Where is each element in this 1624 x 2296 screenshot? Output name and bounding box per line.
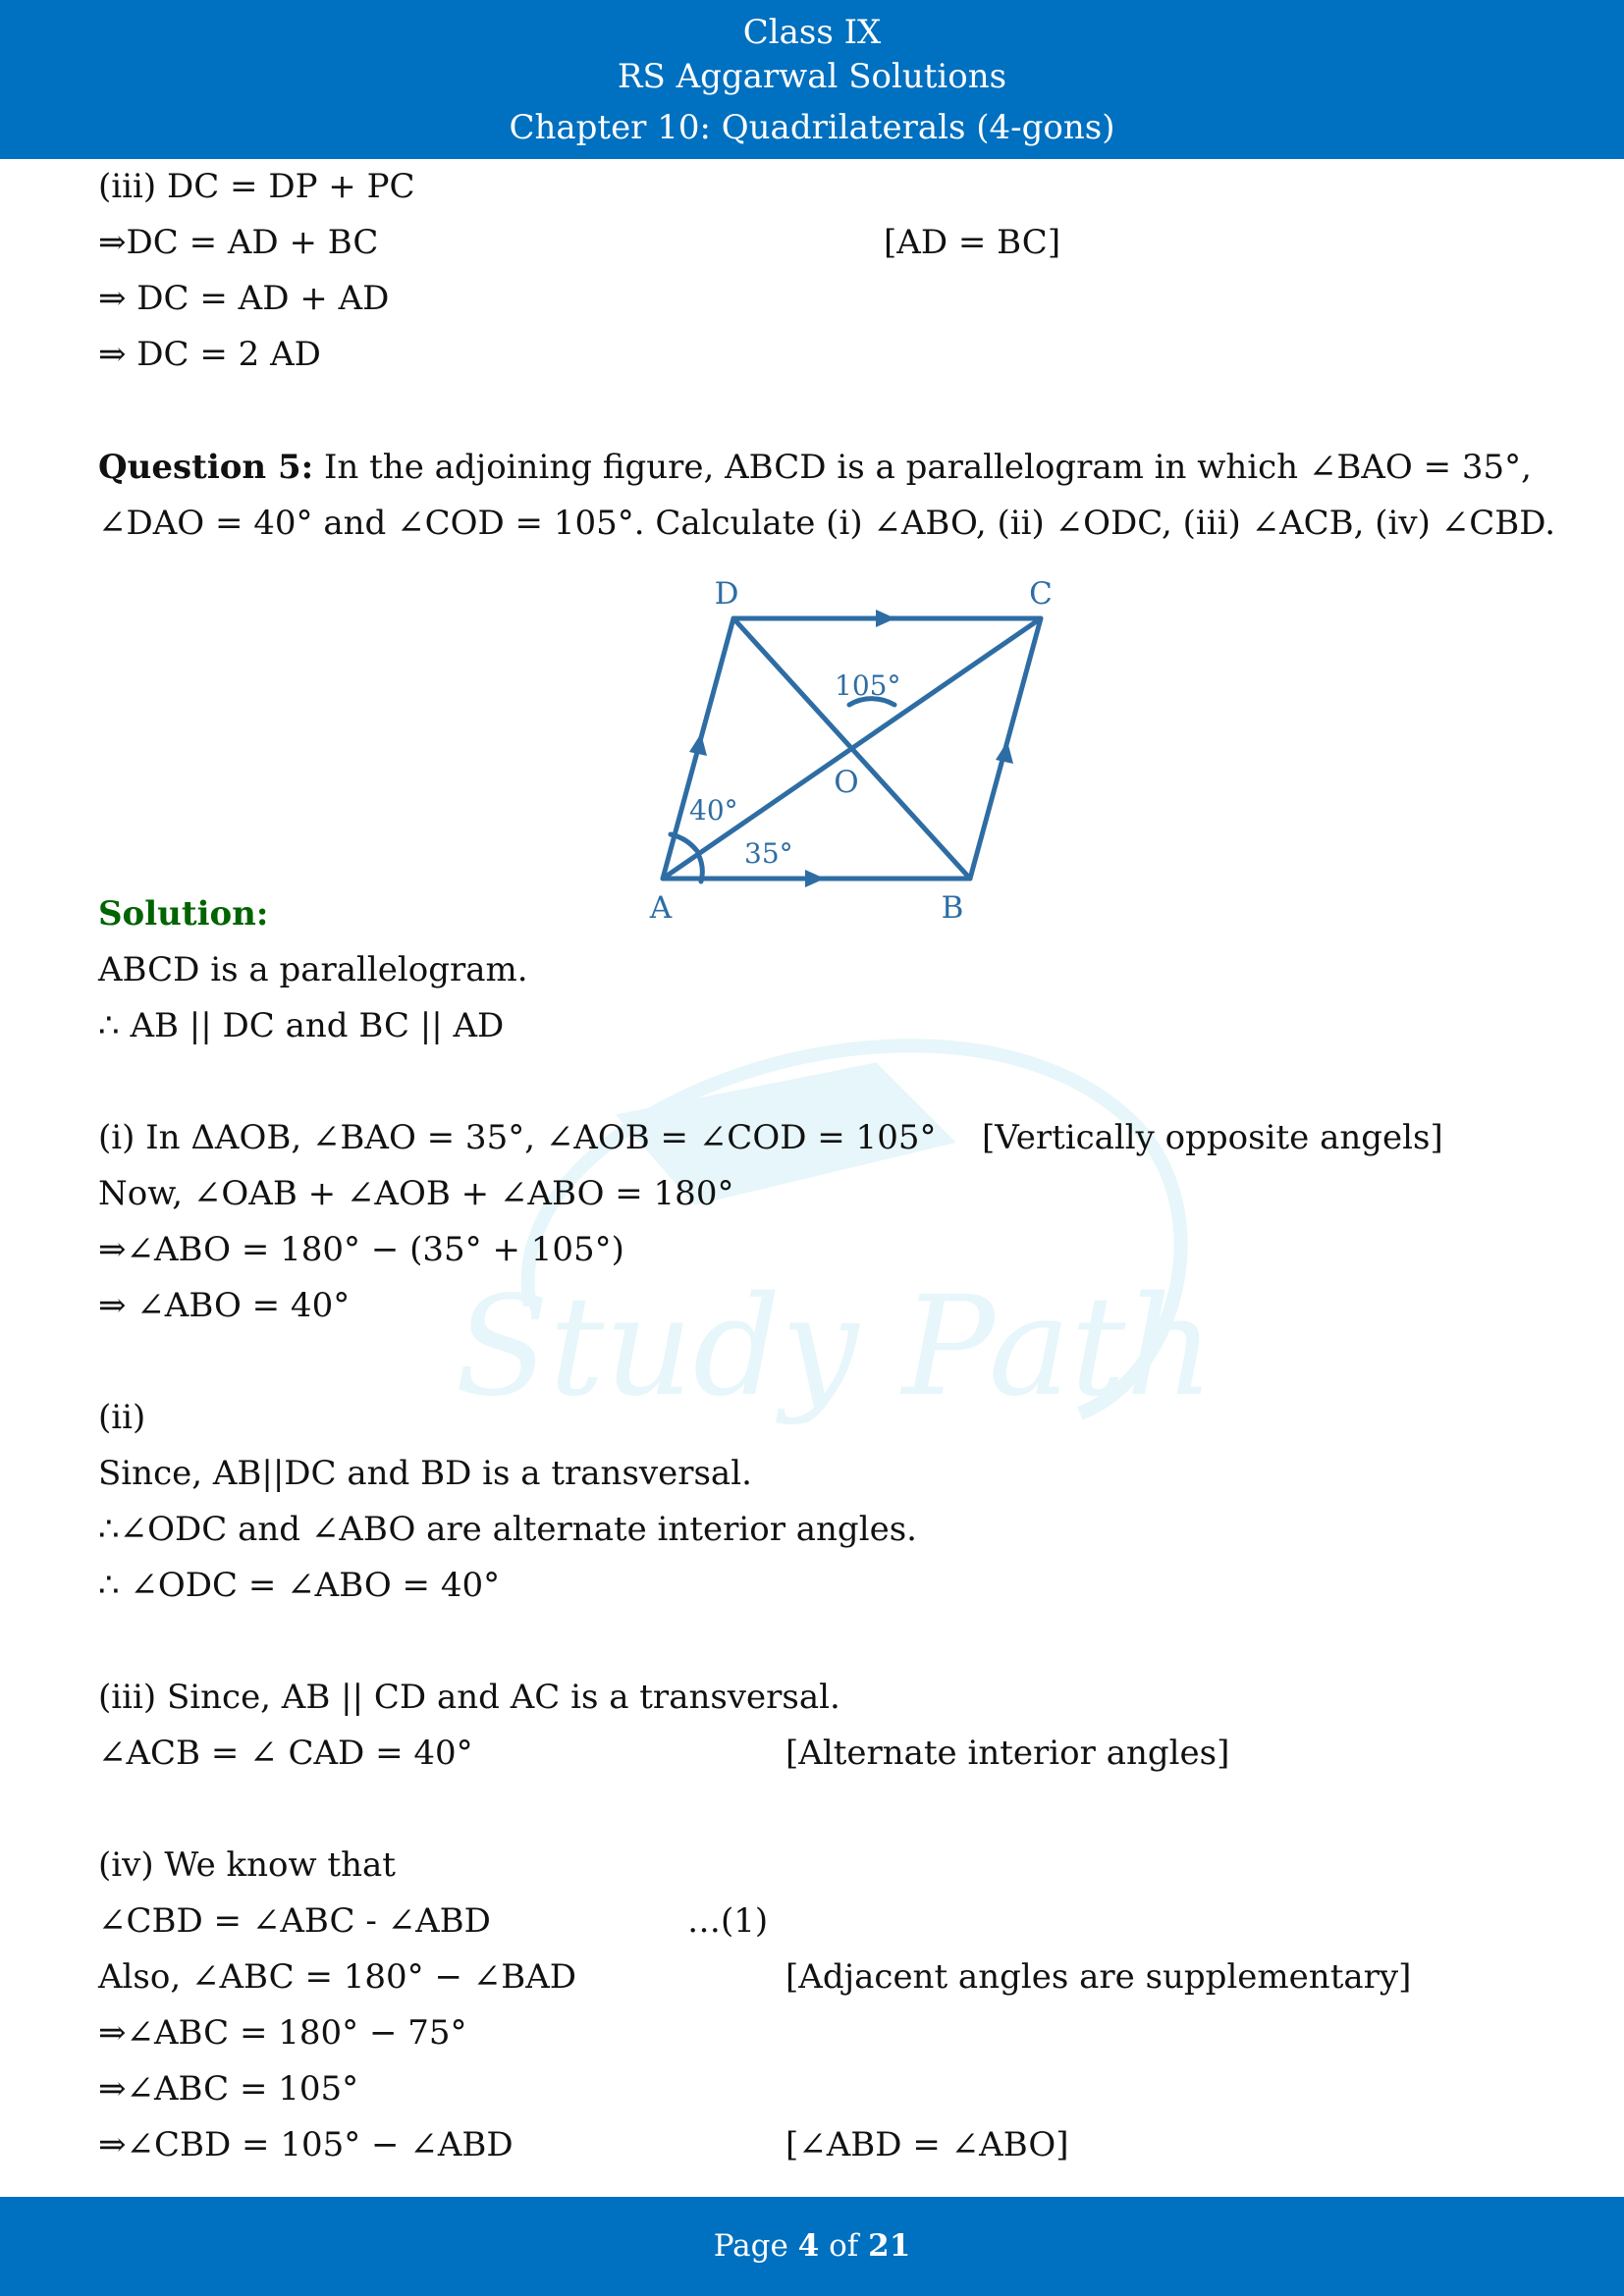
solution-heading: Solution:: [98, 894, 269, 934]
part-i-line-1: (i) In ΔAOB, ∠BAO = 35°, ∠AOB = ∠COD = 105°: [98, 1118, 937, 1157]
parallelogram-figure: [628, 564, 1070, 928]
solution-line-2: ∴ AB || DC and BC || AD: [98, 1006, 505, 1045]
part-i-line-4: ⇒ ∠ABO = 40°: [98, 1286, 351, 1325]
part-iv-line-6: ⇒∠CBD = 105° − ∠ABD: [98, 2125, 514, 2164]
part-iv-line-3-note: [Adjacent angles are supplementary]: [785, 1957, 1412, 1997]
part-iii-line-1: (iii) Since, AB || CD and AC is a transversal.: [98, 1678, 840, 1717]
angle-bao-label: 35°: [744, 837, 793, 870]
part-iv-line-2: ∠CBD = ∠ABC - ∠ABD: [98, 1901, 491, 1941]
angle-dao-label: 40°: [689, 794, 738, 827]
footer-mid: of: [819, 2228, 869, 2264]
header-class: Class IX: [742, 13, 882, 52]
part-ii-line-3: ∴ ∠ODC = ∠ABO = 40°: [98, 1566, 501, 1605]
question-label: Question 5:: [98, 448, 314, 487]
prev-line-3: ⇒ DC = AD + AD: [98, 279, 390, 318]
part-i-line-3: ⇒∠ABO = 180° − (35° + 105°): [98, 1230, 624, 1269]
page-header: [0, 0, 1624, 159]
part-iv-line-2-note: …(1): [687, 1901, 769, 1941]
vertex-c-label: C: [1029, 576, 1053, 612]
part-iv-line-5: ⇒∠ABC = 105°: [98, 2069, 359, 2109]
part-iv-line-3: Also, ∠ABC = 180° − ∠BAD: [98, 1957, 577, 1997]
part-iv-line-4: ⇒∠ABC = 180° − 75°: [98, 2013, 467, 2053]
prev-line-4: ⇒ DC = 2 AD: [98, 335, 321, 374]
angle-cod-label: 105°: [835, 669, 901, 702]
part-ii-line-1: Since, AB||DC and BD is a transversal.: [98, 1454, 752, 1493]
part-ii-line-2: ∴∠ODC and ∠ABO are alternate interior angles.: [98, 1510, 917, 1549]
question-line-1: [98, 448, 1532, 487]
part-ii-label: (ii): [98, 1398, 146, 1437]
arrow-ab: [805, 870, 825, 887]
vertex-b-label: B: [941, 890, 964, 926]
part-i-line-1-note: [Vertically opposite angels]: [982, 1118, 1443, 1157]
prev-line-2: ⇒DC = AD + BC: [98, 223, 379, 262]
watermark-text: Study Path: [455, 1267, 1215, 1427]
vertex-a-label: A: [649, 890, 673, 926]
part-iv-line-1: (iv) We know that: [98, 1845, 396, 1885]
arrow-ad: [689, 733, 707, 756]
point-o-label: O: [834, 765, 859, 800]
header-book: RS Aggarwal Solutions: [617, 57, 1007, 96]
solution-line-1: ABCD is a parallelogram.: [98, 950, 528, 989]
prev-line-2-note: [AD = BC]: [884, 223, 1061, 262]
watermark-logo: [452, 982, 1218, 1472]
footer-prefix: Page: [713, 2228, 798, 2264]
header-chapter: Chapter 10: Quadrilaterals (4-gons): [509, 108, 1115, 147]
part-i-line-2: Now, ∠OAB + ∠AOB + ∠ABO = 180°: [98, 1174, 734, 1213]
part-iii-line-2: ∠ACB = ∠ CAD = 40°: [98, 1734, 473, 1773]
arrow-dc: [876, 610, 895, 627]
current-page-number: 4: [797, 2228, 820, 2264]
total-pages: 21: [868, 2228, 911, 2264]
prev-line-1: (iii) DC = DP + PC: [98, 167, 415, 206]
vertex-d-label: D: [714, 576, 739, 612]
part-iii-line-2-note: [Alternate interior angles]: [785, 1734, 1230, 1773]
part-iv-line-6-note: [∠ABD = ∠ABO]: [785, 2125, 1069, 2164]
question-text-1: In the adjoining figure, ABCD is a parallelogram in which ∠BAO = 35°,: [313, 448, 1532, 487]
page-footer: [0, 2197, 1624, 2296]
question-line-2: ∠DAO = 40° and ∠COD = 105°. Calculate (i) ∠ABO, (ii) ∠ODC, (iii) ∠ACB, (iv) ∠CBD.: [98, 504, 1556, 543]
